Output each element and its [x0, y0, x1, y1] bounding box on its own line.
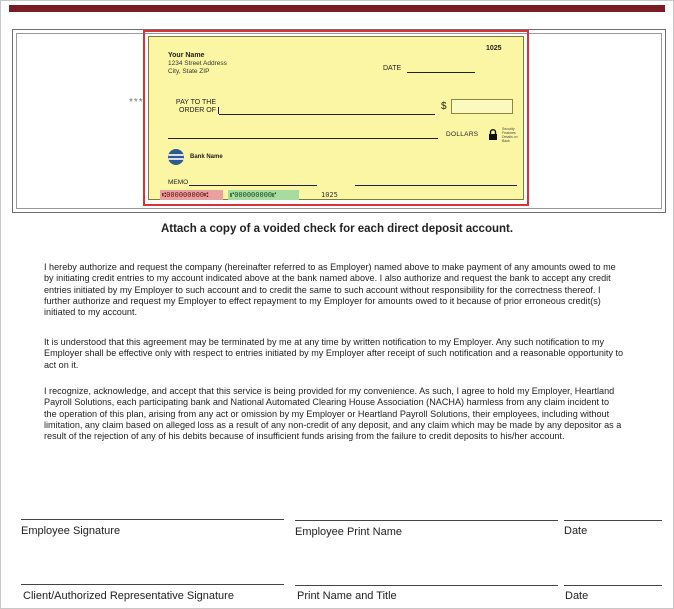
check-dollars-label: DOLLARS [446, 131, 479, 138]
check-security-note: Security Features Details on Back [502, 127, 518, 143]
check-address [168, 60, 227, 76]
check-micr-number: 1025 [321, 191, 338, 199]
print-name-title-line[interactable] [295, 585, 558, 586]
release-paragraph: I recognize, acknowledge, and accept that this service is being provided for my convenience. As such, I agree to hold my Employer, Heartland Payroll Solutions, each participating bank and National Automated Clearing House Association (NACHA) harmless from any claim incident to the operation of this plan, arising from any act or omission by my Employer or Heartland Payroll Solutions, their employees, including without limitation, any claim based on alleged loss as a result of any non-credit of any deposit, and any claim which may be made by any depositor as a result of the rejection of any of his debits because of insufficient funds arising from the failure to credit deposits to his/her account. [44, 386, 622, 442]
check-sample-frame [12, 29, 666, 213]
check-side-mark: *** [129, 97, 144, 108]
check-payee-tick [218, 107, 219, 114]
check-bank-name: Bank Name [190, 154, 223, 160]
employee-print-name-label: Employee Print Name [295, 526, 402, 538]
check-pay-to-line2: ORDER OF [179, 107, 216, 114]
check-account-name: Your Name [168, 52, 205, 59]
employee-signature-label: Employee Signature [21, 525, 121, 537]
representative-date-line[interactable] [564, 585, 662, 586]
representative-signature-line[interactable] [21, 584, 284, 585]
check-memo-label: MEMO [168, 179, 189, 186]
check-memo-line [189, 185, 317, 186]
bank-logo-icon [168, 149, 184, 165]
check-address-line2: City, State ZIP [168, 68, 210, 75]
employee-date-label: Date [564, 525, 588, 537]
check-written-amount-line [168, 138, 438, 139]
voided-check-instruction: Attach a copy of a voided check for each direct deposit account. [160, 223, 514, 235]
termination-paragraph: It is understood that this agreement may be terminated by me at any time by written notification to my Employer. Any such notification to my Employer shall be effective only with respect to entries initiated by my Employer after receipt of such notification and a reasonable opportunity to act on it. [44, 337, 624, 370]
check-highlight-box [143, 30, 529, 206]
employee-signature-line[interactable] [21, 519, 284, 520]
check-number: 1025 [486, 45, 502, 52]
check-date-label: DATE [383, 65, 402, 72]
check-amount-box [451, 99, 513, 114]
representative-signature-label: Client/Authorized Representative Signature [23, 590, 234, 602]
check-date-line [407, 72, 475, 73]
header-accent-bar [9, 5, 665, 12]
employee-date-line[interactable] [564, 520, 662, 521]
lock-icon [488, 129, 498, 140]
check-account-number: ⑈000000000⑈ [228, 190, 299, 200]
check-dollar-sign: $ [441, 101, 447, 112]
check-signature-line [355, 185, 517, 186]
print-name-title-label: Print Name and Title [297, 590, 397, 602]
employee-print-name-line[interactable] [295, 520, 558, 521]
check-address-line1: 1234 Street Address [168, 60, 227, 67]
sample-check [148, 36, 524, 200]
authorization-paragraph: I hereby authorize and request the company (hereinafter referred to as Employer) named above to make payment of any amounts owed to me by initiating credit entries to my account indicated above at the bank named above. I also authorize and request the bank to accept any credit entries initiated by my Employer to such account and to credit the same to such account without responsibility for the correctness thereof. I further authorize and request my Employer to effect repayment to my Employer for amounts owed to it because of prior erroneous credit(s) initiated to my account. [44, 262, 616, 318]
check-pay-to-label [166, 99, 216, 115]
check-payee-line [219, 114, 435, 115]
check-routing-number: ⑆000000000⑆ [160, 190, 223, 200]
representative-date-label: Date [565, 590, 589, 602]
check-pay-to-line1: PAY TO THE [175, 99, 216, 106]
